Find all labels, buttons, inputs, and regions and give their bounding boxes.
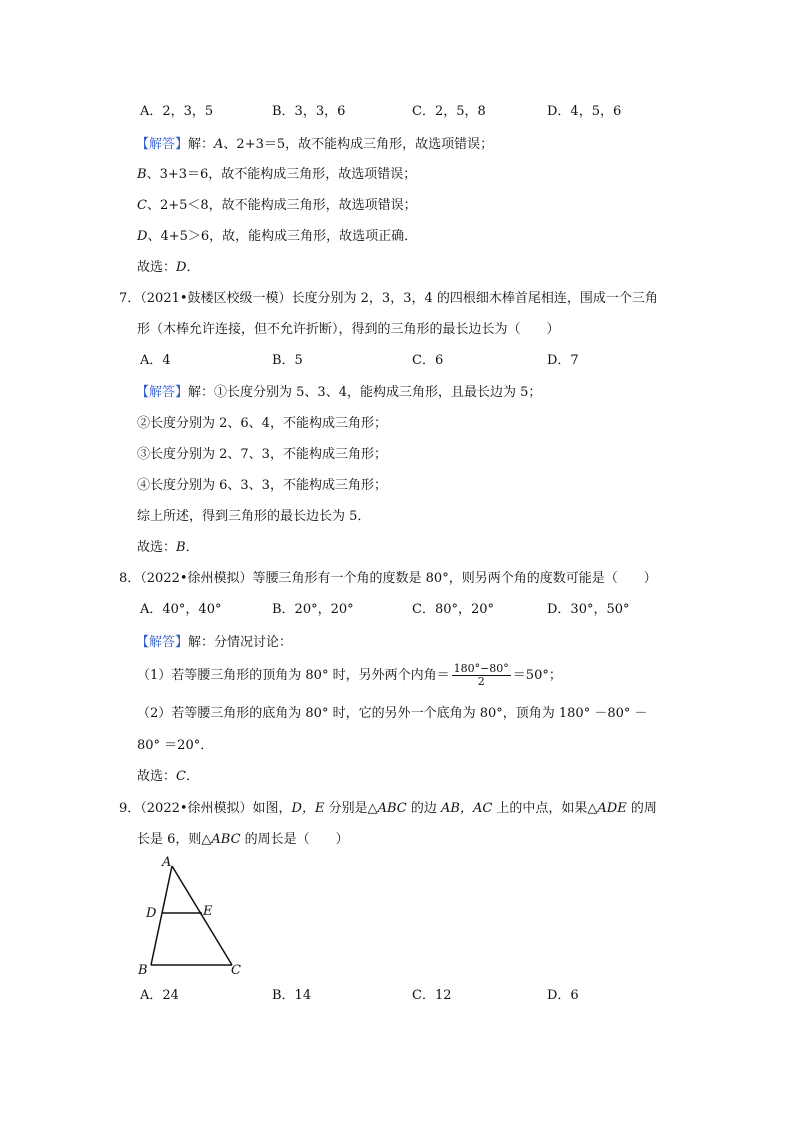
choice-letter: D (176, 260, 187, 275)
q9-option-b: B．14 (272, 988, 312, 1003)
q7-solution-line-4: ④长度分别为 6、3、3，不能构成三角形； (137, 478, 387, 493)
q6-option-d: D．4，5，6 (547, 104, 622, 119)
q7-stem-line-2: 形（木棒允许连接，但不允许折断），得到的三角形的最长边长为（ ） (137, 322, 560, 337)
q7-solution-line-3: ③长度分别为 2、7、3，不能构成三角形； (137, 447, 387, 462)
case-text: ＝50°； (512, 668, 562, 683)
q9-stem-line-1 (119, 800, 657, 818)
q7-option-d: D．7 (547, 353, 579, 368)
q7-solution-line-1 (136, 384, 541, 402)
q8-case-2-line-2: 80° ＝20°． (137, 738, 214, 753)
q6-solution-line-1 (136, 136, 493, 154)
q6-solution-line-3 (137, 197, 417, 215)
option-letter: B (137, 167, 147, 182)
option-letter: C (137, 198, 147, 213)
choice-prefix: 故选： (137, 540, 177, 555)
q8-option-d: D．30°，50° (547, 602, 630, 617)
q7-solution-line-5: 综上所述，得到三角形的最长边长为 5． (137, 509, 371, 524)
choice-prefix: 故选： (137, 769, 177, 784)
choice-end: ． (185, 540, 199, 555)
label-b: B (138, 963, 148, 978)
q8-solution-line-1 (136, 634, 292, 652)
q7-option-a: A．4 (140, 353, 171, 368)
stem-var: ABC (377, 801, 407, 816)
q6-solution-line-2 (137, 166, 416, 184)
stem-text: 长是 6，则△ (137, 832, 212, 847)
q8-case-2-line-1: （2）若等腰三角形的底角为 80° 时，它的另外一个底角为 80°，顶角为 180° －80° － (137, 706, 648, 721)
label-d: D (146, 906, 157, 921)
choice-letter: C (176, 769, 186, 784)
q7-option-b: B．5 (272, 353, 303, 368)
q9-option-a: A．24 (140, 988, 179, 1003)
label-e: E (203, 904, 213, 919)
stem-text: 的周 (626, 801, 657, 816)
label-c: C (231, 963, 241, 978)
q8-choice (137, 768, 199, 786)
q7-option-c: C．6 (412, 353, 444, 368)
answer-tag: 【解答】 (136, 385, 189, 400)
q7-stem-line-1: 7．（2021•鼓楼区校级一模）长度分别为 2，3，3，4 的四根细木棒首尾相连，围成一个三角 (119, 291, 658, 306)
q9-option-d: D．6 (547, 988, 579, 1003)
stem-text: 的边 (406, 801, 441, 816)
triangle-figure (130, 852, 260, 982)
answer-tag: 【解答】 (136, 635, 189, 650)
choice-letter: B (176, 540, 186, 555)
side-ac (172, 866, 232, 965)
case-text: （1）若等腰三角形的顶角为 80° 时，另外两个内角＝ (137, 668, 450, 683)
q8-stem: 8．（2022•徐州模拟）等腰三角形有一个角的度数是 80°，则另两个角的度数可能是（ ） (119, 571, 657, 586)
fraction-denominator: 2 (477, 675, 485, 688)
q7-choice (137, 539, 199, 557)
q8-case-1 (137, 662, 562, 690)
stem-var: D，E (291, 801, 325, 816)
fraction (452, 663, 511, 688)
choice-end: ． (186, 260, 200, 275)
option-letter: D (137, 229, 148, 244)
stem-var: ADE (597, 801, 627, 816)
answer-tag: 【解答】 (136, 137, 189, 152)
q8-option-c: C．80°，20° (412, 602, 495, 617)
solution-intro: 解： (188, 137, 215, 152)
choice-prefix: 故选： (137, 260, 177, 275)
q6-choice (137, 259, 199, 277)
stem-var: AB，AC (441, 801, 493, 816)
fraction-numerator: 180°−80° (453, 662, 509, 675)
q8-option-a: A．40°，40° (140, 602, 222, 617)
solution-text: 、4+5＞6，故，能构成三角形，故选项正确． (147, 229, 418, 244)
option-letter: A (214, 137, 224, 152)
stem-var: ABC (211, 832, 241, 847)
q8-option-b: B．20°，20° (272, 602, 354, 617)
q6-option-a: A．2，3，5 (140, 104, 214, 119)
solution-text: 、3+3＝6，故不能构成三角形，故选项错误； (146, 167, 417, 182)
stem-text: 的周长是（ ） (240, 832, 349, 847)
stem-text: 9．（2022•徐州模拟）如图， (119, 801, 292, 816)
q9-stem-line-2 (137, 831, 349, 849)
solution-text: 、2+5＜8，故不能构成三角形，故选项错误； (146, 198, 417, 213)
stem-text: 分别是△ (324, 801, 378, 816)
q9-option-c: C．12 (412, 988, 452, 1003)
label-a: A (162, 855, 172, 870)
q6-solution-line-4 (137, 228, 417, 246)
solution-text: 解：分情况讨论： (188, 635, 293, 650)
q7-solution-line-2: ②长度分别为 2、6、4，不能构成三角形； (137, 416, 387, 431)
choice-end: ． (185, 769, 199, 784)
solution-text: 、2+3＝5，故不能构成三角形，故选项错误； (223, 137, 494, 152)
solution-text: 解：①长度分别为 5、3、4，能构成三角形，且最长边为 5； (188, 385, 542, 400)
stem-text: 上的中点，如果△ (492, 801, 598, 816)
q6-option-b: B．3，3，6 (272, 104, 346, 119)
q6-option-c: C．2，5，8 (412, 104, 486, 119)
